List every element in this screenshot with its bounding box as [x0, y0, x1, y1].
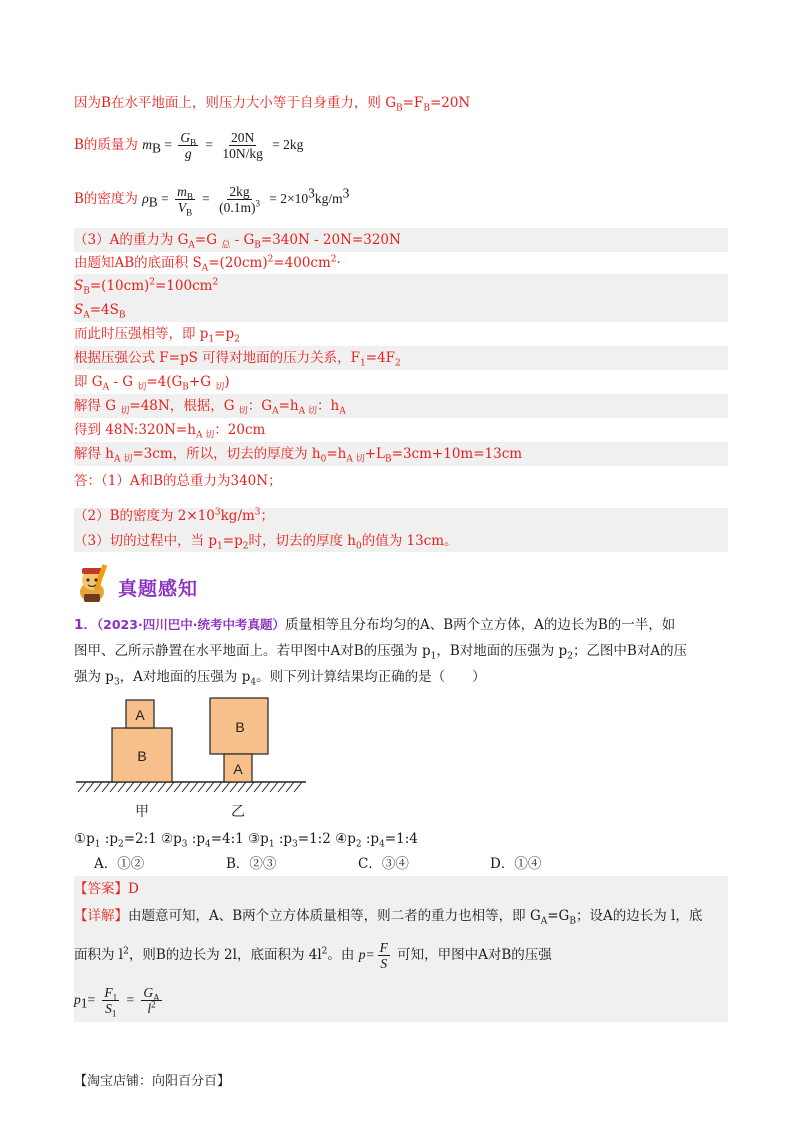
option-c: C．③④ — [358, 856, 409, 872]
detail-text: 由题意可知，A、B两个立方体质量相等，则二者的重力也相等，即 G — [128, 908, 541, 924]
solution-line: （3）A的重力为 $G_A=G$ $_总 - G_B=340N - 20N=320N$ — [74, 232, 401, 251]
label-a-jia: A — [135, 707, 145, 723]
solution-line: 由题知AB的底面积 $S_A=(20cm)^2=400cm^2\cdot$ — [74, 254, 341, 274]
question-line: 强为 $p_3$，A对地面的压强为 $p_4$。则下列计算结果均正确的是（ ） — [74, 669, 486, 688]
statements-line: $①p_1$ $:p_2=2:1$ $②p_3$ $:p_4=4:1$ $③p_1$ $:p_3=1:2$ $④p_2$ $:p_4=1:4$ — [74, 831, 418, 850]
label-b-jia: B — [137, 748, 147, 764]
question-line: 图甲、乙所示静置在水平地面上。若甲图中A对B的压强为 $p_1$，B对地面的压强为 $p_2$；乙图中B对A的压 — [74, 643, 688, 662]
solution-line: （3）切的过程中，当 $p_1=p_2$时，切去的厚度 $h_0$的值为 13cm。 — [74, 533, 458, 552]
label-b-yi: B — [235, 719, 245, 735]
solution-line: 得到 $48N:320N=h_{A 切}$：20cm — [74, 422, 266, 441]
option-d: D．①④ — [490, 856, 542, 872]
solution-line: 解得 $h_{A 切}=3cm$，所以，切去的厚度为 $h_0=h_{A 切}+L_B=3cm+10m=13cm$ — [74, 446, 523, 465]
solution-line: 答：（1）A和B的总重力为340N； — [74, 473, 282, 489]
question-line: 1．（2023·四川巴中·统考中考真题）质量相等且分布均匀的A、B两个立方体，A的边长为B的一半，如 — [74, 617, 676, 633]
ground-hatching — [78, 782, 302, 792]
option-b: B．②③ — [226, 856, 277, 872]
caption-yi: 乙 — [231, 804, 245, 820]
label-a-yi: A — [233, 761, 243, 777]
option-a: A．①② — [94, 856, 145, 872]
solution-line: 而此时压强相等，即 $p_1=p_2$ — [74, 326, 240, 345]
mascot-icon — [74, 562, 114, 604]
section-title: 真题感知 — [118, 578, 199, 600]
solution-line: 解得 G $_切$=48N，根据，G $_切$：$G_A=h_{A 切}$：$h_A$ — [74, 398, 346, 417]
solution-line: 即 $G_A$ - G $_切=4(G_B+G$ $_切$) — [74, 374, 230, 393]
solution-line: $S_B=(10cm)^2=100cm^2$ — [74, 277, 219, 297]
cube-figure — [74, 694, 314, 824]
answer-detail-line: 面积为 $l^2$，则B的边长为 2l，底面积为 $4l^2$。由 p= $\frac{F}{S}$ 可知，甲图中A对B的压强 — [74, 940, 552, 971]
answer-formula-line: $p_1=$ $\frac{F_1}{S_1}$ = $\frac{G_A}{l^2}$ — [74, 985, 160, 1019]
solution-line: （2）B的密度为 $2\times 10^3kg/m^3$； — [74, 507, 275, 524]
solution-density-line: B的密度为 $\rho_B$ = $\frac{m_B}{V_B}$ = $\frac{2kg}{(0.1m)^3}$ = $2\times 10^3kg/m^3$ — [74, 184, 350, 218]
answer-label: 【答案】D — [74, 881, 139, 897]
solution-line: 根据压强公式 F=pS 可得对地面的压力关系，$F_1=4F_2$ — [74, 350, 401, 369]
solution-mass-line: B的质量为 $m_B$ = $\frac{G_B}{g}$ = $\frac{20N}{10N/kg}$ = 2kg — [74, 130, 304, 161]
solution-line: 因为B在水平地面上，则压力大小等于自身重力，则 $G_B=F_B=20N$ — [74, 95, 471, 114]
answer-detail-line: 【详解】由题意可知，A、B两个立方体质量相等，则二者的重力也相等，即 $G_A=G_B$；设A的边长为 l，底 — [74, 908, 703, 927]
caption-jia: 甲 — [135, 804, 149, 820]
footer-shop: 【淘宝店铺：向阳百分百】 — [74, 1074, 231, 1089]
solution-line: $S_A=4S_B$ — [74, 302, 126, 321]
